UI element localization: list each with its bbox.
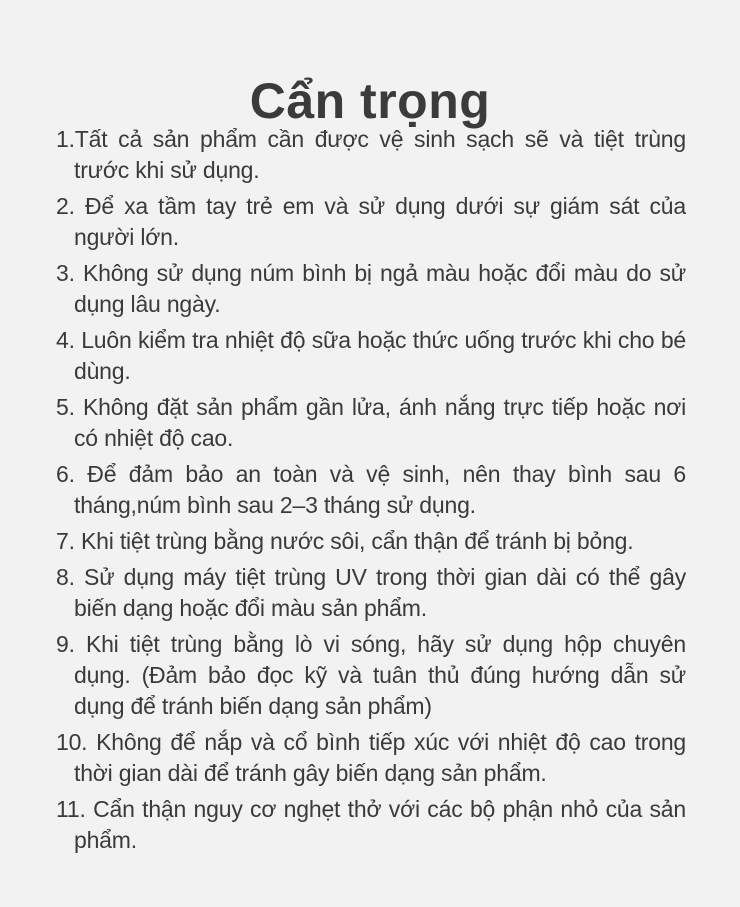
item-text: Tất cả sản phẩm cần được vệ sinh sạch sẽ và tiệt trùng trước khi sử dụng.	[74, 126, 686, 183]
list-item	[56, 258, 686, 320]
item-text: Không để nắp và cổ bình tiếp xúc với nhiệt độ cao trong thời gian dài để tránh gây biến dạng sản phẩm.	[74, 729, 686, 786]
list-item	[56, 392, 686, 454]
caution-list	[56, 124, 686, 861]
item-number: 8.	[56, 564, 75, 590]
item-text: Để xa tầm tay trẻ em và sử dụng dưới sự giám sát của người lớn.	[74, 193, 686, 250]
item-number: 11.	[56, 796, 86, 822]
item-text: Sử dụng máy tiệt trùng UV trong thời gian dài có thể gây biến dạng hoặc đổi màu sản phẩm.	[74, 564, 686, 621]
item-number: 10.	[56, 729, 88, 755]
list-item	[56, 562, 686, 624]
list-item	[56, 727, 686, 789]
item-text: Để đảm bảo an toàn và vệ sinh, nên thay bình sau 6 tháng,núm bình sau 2–3 tháng sử dụng.	[74, 461, 686, 518]
item-number: 1.	[56, 126, 75, 152]
item-text: Cẩn thận nguy cơ nghẹt thở với các bộ phận nhỏ của sản phẩm.	[74, 796, 686, 853]
item-text: Không sử dụng núm bình bị ngả màu hoặc đổi màu do sử dụng lâu ngày.	[74, 260, 686, 317]
item-text: Khi tiệt trùng bằng lò vi sóng, hãy sử dụng hộp chuyên dụng. (Đảm bảo đọc kỹ và tuân thủ đúng hướng dẫn sử dụng để tránh biến dạng sản phẩm)	[74, 631, 686, 719]
list-item	[56, 325, 686, 387]
item-number: 6.	[56, 461, 75, 487]
item-number: 7.	[56, 528, 75, 554]
list-item	[56, 459, 686, 521]
item-number: 5.	[56, 394, 75, 420]
list-item	[56, 526, 686, 557]
item-text: Luôn kiểm tra nhiệt độ sữa hoặc thức uống trước khi cho bé dùng.	[74, 327, 686, 384]
item-text: Khi tiệt trùng bằng nước sôi, cẩn thận để tránh bị bỏng.	[74, 528, 634, 554]
item-number: 4.	[56, 327, 75, 353]
list-item	[56, 191, 686, 253]
list-item	[56, 794, 686, 856]
item-number: 9.	[56, 631, 75, 657]
item-number: 3.	[56, 260, 75, 286]
item-number: 2.	[56, 193, 75, 219]
page-title: Cẩn trọng	[249, 72, 491, 129]
item-text: Không đặt sản phẩm gần lửa, ánh nắng trực tiếp hoặc nơi có nhiệt độ cao.	[74, 394, 686, 451]
list-item	[56, 629, 686, 722]
list-item	[56, 124, 686, 186]
